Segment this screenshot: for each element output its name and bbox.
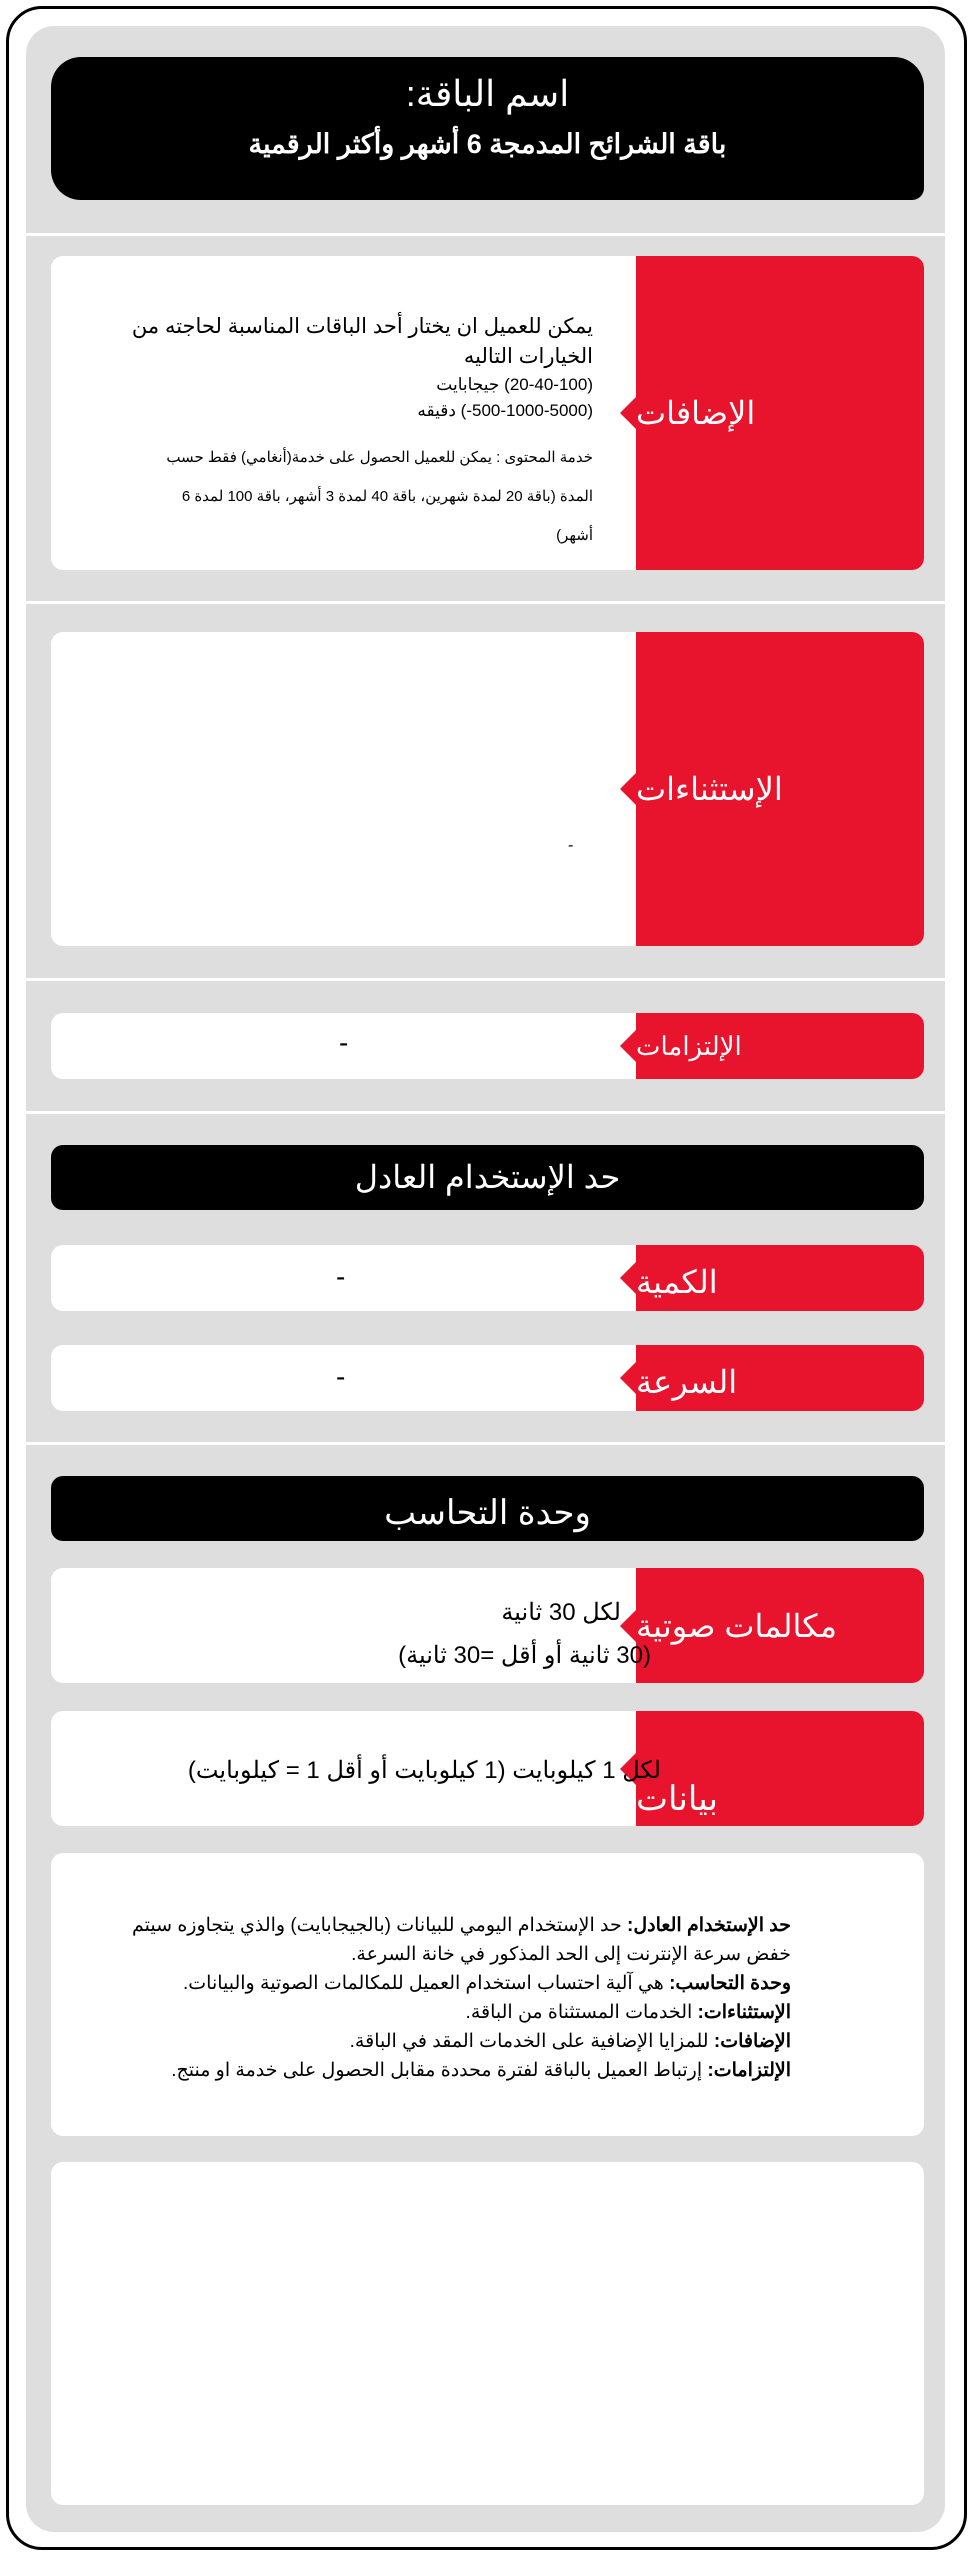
speed-row [51, 1345, 924, 1411]
fair-use-title: حد الإستخدام العادل [354, 1159, 621, 1195]
definition-item: حد الإستخدام العادل: حد الإستخدام اليومي للبيانات (بالجيجابايت) والذي يتجاوزه سيتم خفض سرعة الإنترنت إلى الحد المذكور في خانة السرعة. [132, 1915, 791, 1965]
speed-label-cell [636, 1345, 924, 1411]
definition-item: الإستثناءات: الخدمات المستثناة من الباقة. [465, 2002, 791, 2023]
speed-label: السرعة [636, 1364, 738, 1400]
separator [26, 1111, 945, 1114]
additions-content [121, 312, 593, 555]
voice-line1: لكل 30 ثانية [501, 1599, 621, 1626]
separator [26, 978, 945, 981]
exceptions-row [51, 632, 924, 946]
separator [26, 601, 945, 604]
additions-line4: خدمة المحتوى : يمكن للعميل الحصول على خدمة(أنغامي) فقط حسب المدة (باقة 20 لمدة شهرين، باقة 40 لمدة 3 أشهر، باقة 100 لمدة 6 أشهر) [166, 449, 593, 544]
package-header [51, 57, 924, 200]
additions-line1: يمكن للعميل ان يختار أحد الباقات المناسبة لحاجته من الخيارات التاليه [131, 315, 593, 368]
pointer-arrow [620, 1262, 636, 1294]
data-label-cell [636, 1711, 924, 1826]
pointer-arrow [620, 397, 636, 429]
quantity-value: - [336, 1261, 346, 1292]
pointer-arrow [620, 1362, 636, 1394]
additions-label: الإضافات [636, 395, 756, 431]
quantity-label: الكمية [636, 1264, 718, 1300]
quantity-row [51, 1245, 924, 1311]
data-line: لكل 1 كيلوبايت (1 كيلوبايت أو أقل 1 = كيلوبايت) [187, 1757, 661, 1784]
definition-item: الإضافات: للمزايا الإضافية على الخدمات المقد في الباقة. [349, 2031, 791, 2052]
separator [26, 1442, 945, 1445]
commitments-value: - [339, 1027, 349, 1058]
quantity-label-cell [636, 1245, 924, 1311]
separator [26, 233, 945, 236]
commitments-label-cell [636, 1013, 924, 1079]
billing-header [51, 1476, 924, 1541]
additions-label-cell [636, 256, 924, 570]
pointer-arrow [620, 1030, 636, 1062]
empty-box [51, 2162, 924, 2505]
speed-value: - [336, 1361, 346, 1392]
pointer-arrow [620, 773, 636, 805]
exceptions-label-cell [636, 632, 924, 946]
data-row [51, 1711, 924, 1826]
voice-line2: (30 ثانية أو أقل =30 ثانية) [398, 1642, 651, 1669]
additions-row [51, 256, 924, 570]
voice-calls-label-cell [636, 1568, 924, 1683]
definitions-box [51, 1853, 924, 2136]
additions-line3: (500-1000-5000-) دقيقه [417, 401, 593, 420]
exceptions-value: - [568, 837, 574, 854]
exceptions-label: الإستثناءات [636, 771, 783, 807]
package-name: باقة الشرائح المدمجة 6 أشهر وأكثر الرقمية [248, 129, 727, 159]
commitments-row [51, 1013, 924, 1079]
voice-calls-content [341, 1598, 651, 1670]
commitments-label: الإلتزامات [636, 1030, 742, 1061]
billing-title: وحدة التحاسب [384, 1494, 591, 1532]
data-label: بيانات [636, 1779, 718, 1818]
data-content [111, 1756, 661, 1785]
definition-item: وحدة التحاسب: هي آلية احتساب استخدام العميل للمكالمات الصوتية والبيانات. [182, 1973, 791, 1994]
package-title: اسم الباقة: [405, 73, 570, 114]
voice-calls-label: مكالمات صوتية [636, 1607, 837, 1644]
fair-use-header [51, 1145, 924, 1210]
voice-calls-row [51, 1568, 924, 1683]
definition-item: الإلتزامات: إرتباط العميل بالباقة لفترة محددة مقابل الحصول على خدمة او منتج. [171, 2060, 791, 2081]
definitions-list [111, 1911, 791, 2085]
additions-line2: (20-40-100) جيجابايت [436, 375, 593, 394]
